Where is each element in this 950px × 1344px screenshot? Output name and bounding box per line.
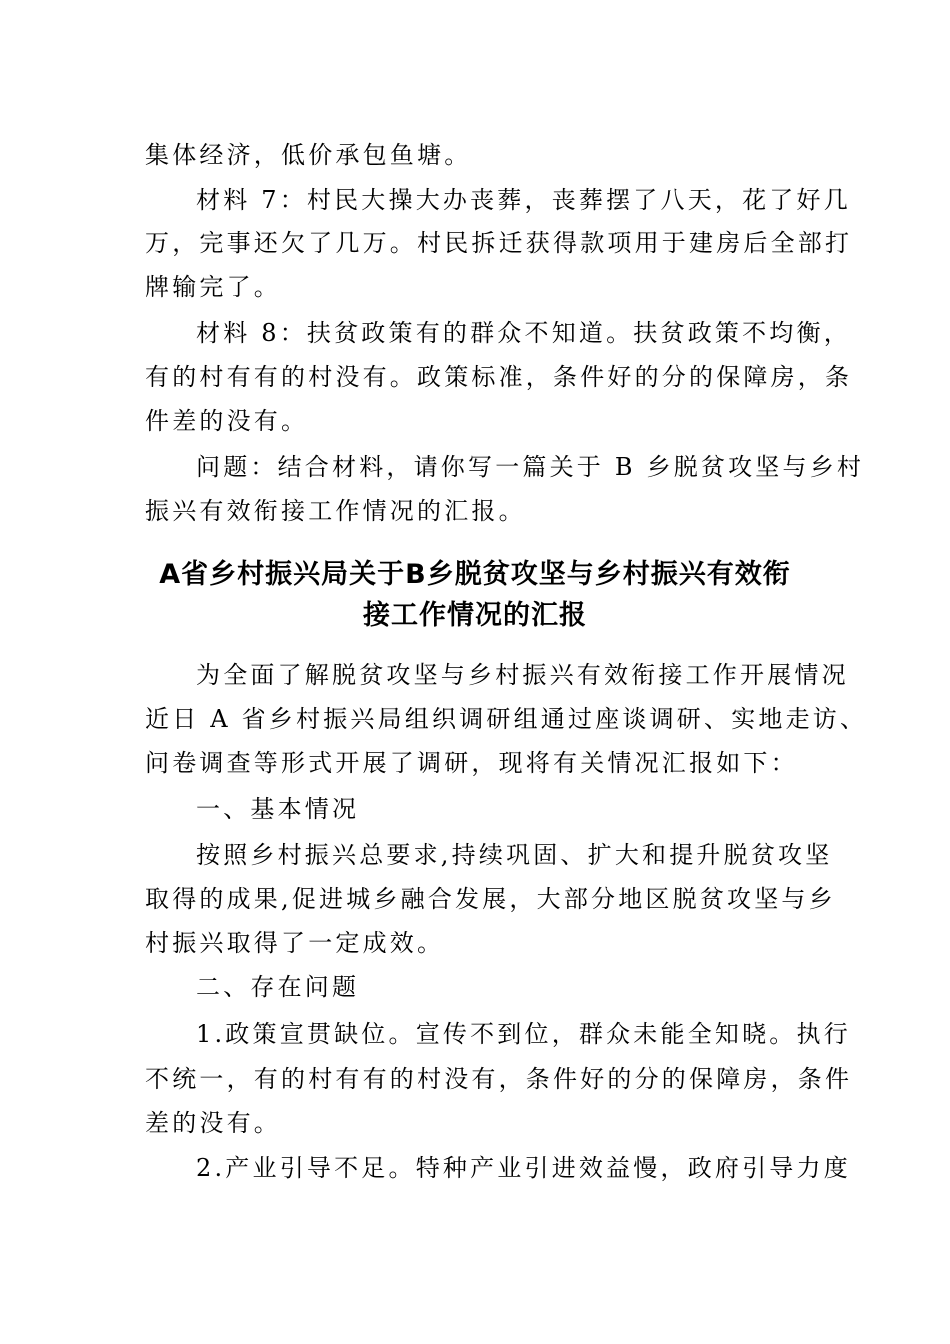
issue1-line-2: 不统一，有的村有有的村没有，条件好的分的保障房，条件 [145,1065,853,1093]
issue2-line-1: 2.产业引导不足。特种产业引进效益慢，政府引导力度 [196,1154,851,1182]
section1-heading: 一、基本情况 [196,795,360,823]
intro-line-1: 为全面了解脱贫攻坚与乡村振兴有效衔接工作开展情况 [196,661,849,689]
material7-line-3: 牌输完了。 [145,273,281,301]
material6-continuation: 集体经济，低价承包鱼塘。 [145,141,472,169]
intro-line-3: 问卷调查等形式开展了调研，现将有关情况汇报如下： [145,749,798,777]
material8-line-3: 件差的没有。 [145,407,309,435]
section1-line-1: 按照乡村振兴总要求,持续巩固、扩大和提升脱贫攻坚 [196,841,833,869]
issue1-line-3: 差的没有。 [145,1109,281,1137]
material8-line-2: 有的村有有的村没有。政策标准，条件好的分的保障房，条 [145,363,853,391]
material8-line-1: 材料 8：扶贫政策有的群众不知道。扶贫政策不均衡， [196,319,851,347]
section1-line-3: 村振兴取得了一定成效。 [145,929,445,957]
question-line-2: 振兴有效衔接工作情况的汇报。 [145,497,526,525]
issue1-line-1: 1.政策宣贯缺位。宣传不到位，群众未能全知晓。执行 [196,1020,851,1048]
question-line-1: 问题：结合材料，请你写一篇关于 B 乡脱贫攻坚与乡村 [196,453,865,481]
section2-heading: 二、存在问题 [196,973,360,1001]
material7-line-1: 材料 7：村民大操大办丧葬，丧葬摆了八天，花了好几 [196,186,851,214]
report-title-line-2: 接工作情况的汇报 [363,600,587,631]
section1-line-2: 取得的成果,促进城乡融合发展，大部分地区脱贫攻坚与乡 [145,885,836,913]
intro-line-2: 近日 A 省乡村振兴局组织调研组通过座谈调研、实地走访、 [145,705,868,733]
report-title-line-1: A省乡村振兴局关于B乡脱贫攻坚与乡村振兴有效衔 [159,559,791,590]
material7-line-2: 万，完事还欠了几万。村民拆迁获得款项用于建房后全部打 [145,229,853,257]
